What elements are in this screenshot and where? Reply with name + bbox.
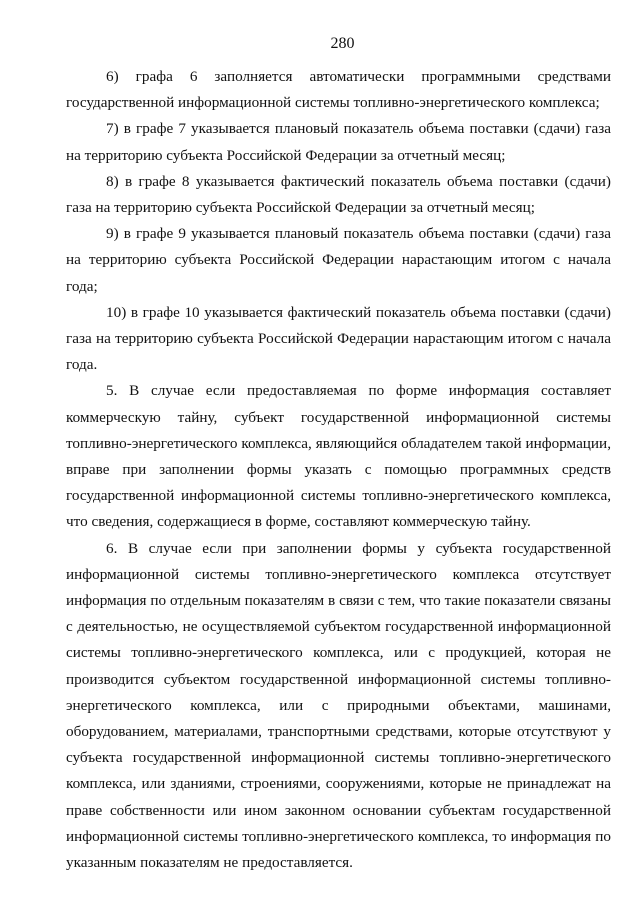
document-body [66,64,611,876]
paragraph-item-9: 9) в графе 9 указывается плановый показатель объема поставки (сдачи) газа на территорию субъекта Российской Федерации нарастающим итогом с начала года; [66,225,611,295]
paragraph-item-7: 7) в графе 7 указывается плановый показатель объема поставки (сдачи) газа на территорию субъекта Российской Федерации за отчетный месяц; [66,120,611,164]
paragraph-item-10: 10) в графе 10 указывается фактический показатель объема поставки (сдачи) газа на территорию субъекта Российской Федерации нарастающим итогом с начала года. [66,303,611,374]
paragraph-section-6: 6. В случае если при заполнении формы у субъекта государственной информационной системы топливно-энергетического комплекса отсутствует информация по отдельным показателям в связи с тем, что такие показатели связаны с деятельностью, не осуществляемой субъектом государственной информационной системы топливно-энергетического комплекса, или с продукцией, которая не производится субъектом государственной информационной системы топливно-энергетического комплекса, или с природными объектами, машинами, оборудованием, материалами, транспортными средствами, которые отсутствуют у субъекта государственной информационной системы топливно-энергетического комплекса, или зданиями, строениями, сооружениями, которые не принадлежат на праве собственности или ином законном основании субъектам государственной информационной системы топливно-энергетического комплекса, то информация по указанным показателям не предоставляется. [66,539,611,872]
paragraph-item-8: 8) в графе 8 указывается фактический показатель объема поставки (сдачи) газа на территорию субъекта Российской Федерации за отчетный месяц; [66,172,611,217]
paragraph-section-5: 5. В случае если предоставляемая по форме информация составляет коммерческую тайну, субъект государственной информационной системы топливно-энергетического комплекса, являющийся обладателем такой информации, вправе при заполнении формы указать с помощью программных средств государственной информационной системы топливно-энергетического комплекса, что сведения, содержащиеся в форме, составляют коммерческую тайну. [66,382,611,531]
paragraph-item-6: 6) графа 6 заполняется автоматически программными средствами государственной информационной системы топливно-энергетического комплекса; [66,68,611,112]
page-number: 280 [330,35,355,52]
